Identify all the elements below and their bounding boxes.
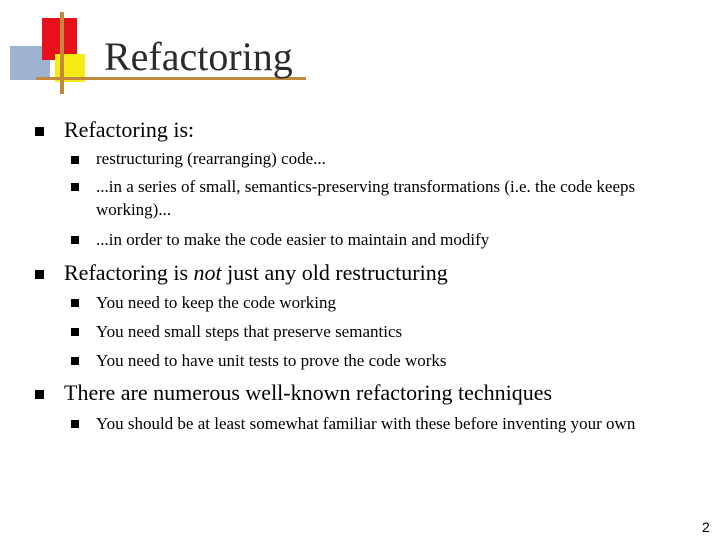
bullet-2-sub-3: You need to have unit tests to prove the code works	[96, 351, 447, 370]
slide-title: Refactoring	[104, 34, 293, 79]
bullet-1-sub-2: ...in a series of small, semantics-preserving transformations (i.e. the code keeps working)...	[96, 177, 636, 219]
bullet-marker	[35, 127, 44, 136]
bullet-2-text-after: just any old restructuring	[221, 260, 448, 285]
bullet-marker	[35, 390, 44, 399]
bullet-2-text	[64, 260, 448, 286]
page-number: 2	[702, 519, 710, 535]
sub-bullet-marker	[71, 357, 79, 365]
bullet-2-text-before: Refactoring is	[64, 260, 194, 285]
sub-bullet-marker	[71, 183, 79, 191]
bullet-1-text: Refactoring is:	[64, 117, 195, 142]
bullet-2-text-emphasis: not	[193, 260, 222, 285]
sub-bullet-marker	[71, 328, 79, 336]
sub-bullet-marker	[71, 299, 79, 307]
bullet-3-text: There are numerous well-known refactoring techniques	[64, 380, 553, 405]
bullet-marker	[35, 270, 44, 279]
sub-bullet-marker	[71, 156, 79, 164]
sub-bullet-marker	[71, 236, 79, 244]
bullet-1-sub-3: ...in order to make the code easier to maintain and modify	[96, 230, 490, 249]
bullet-3-sub-1: You should be at least somewhat familiar with these before inventing your own	[96, 414, 636, 433]
bullet-1-sub-1: restructuring (rearranging) code...	[96, 149, 326, 168]
sub-bullet-marker	[71, 420, 79, 428]
bullet-2-sub-2: You need small steps that preserve semantics	[96, 322, 403, 341]
bullet-2-sub-1: You need to keep the code working	[96, 293, 337, 312]
